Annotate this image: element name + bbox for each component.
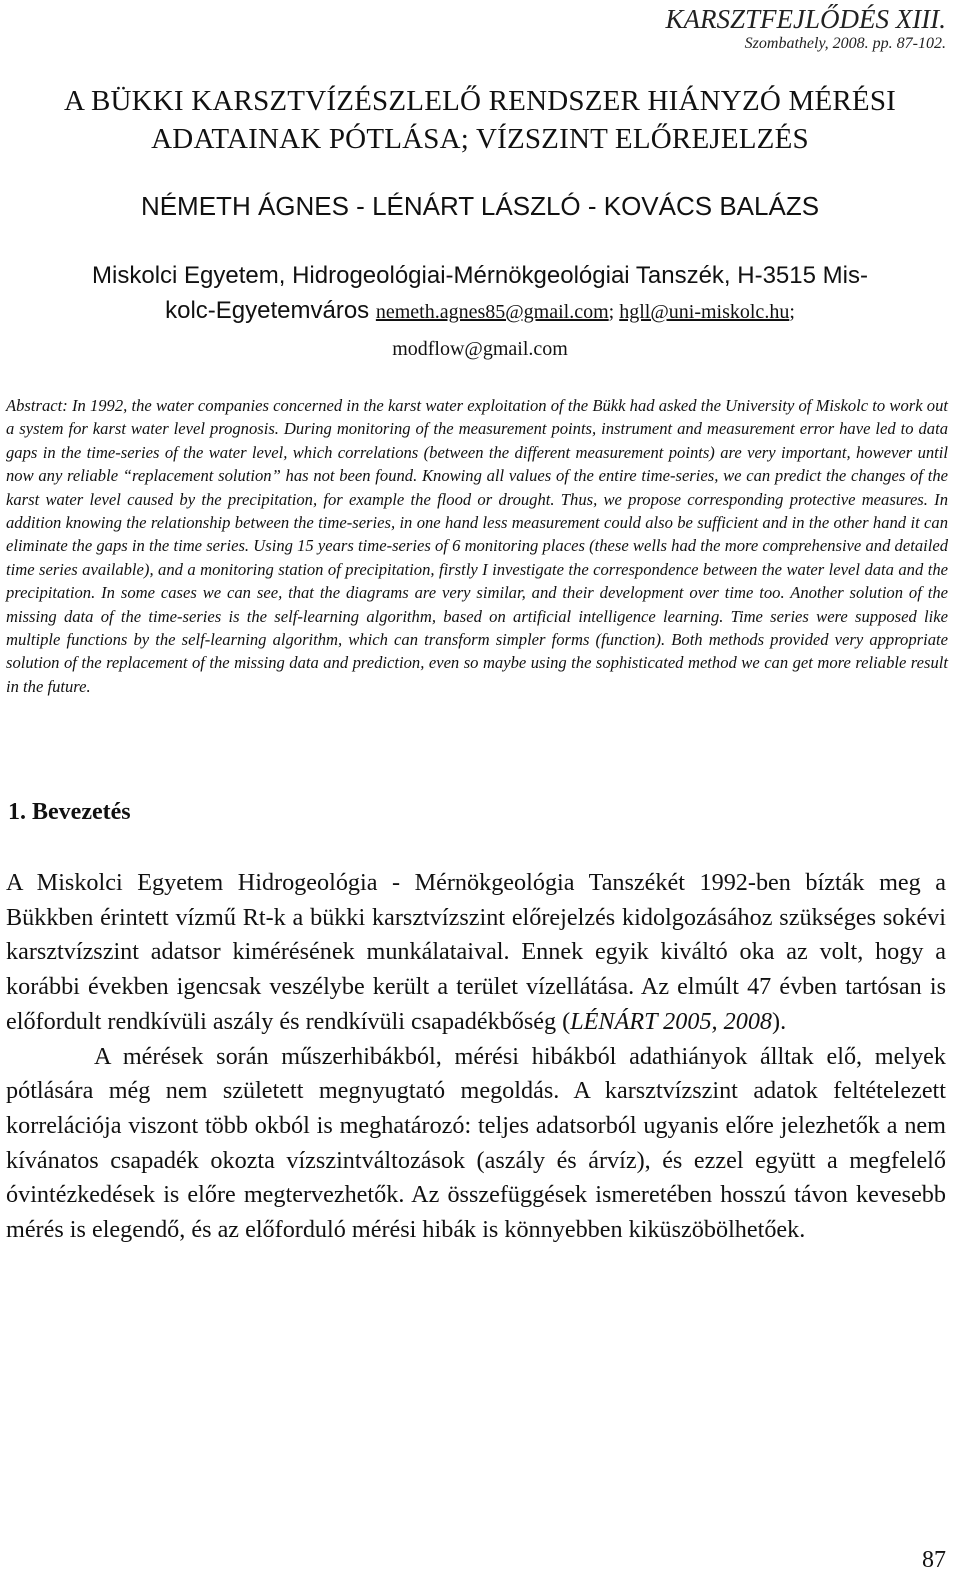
separator: ; xyxy=(789,301,795,323)
title-line: ADATAINAK PÓTLÁSA; VÍZSZINT ELŐREJELZÉS xyxy=(151,123,809,155)
journal-citation: Szombathely, 2008. pp. 87-102. xyxy=(744,35,946,52)
paragraph xyxy=(6,866,946,1040)
affiliation xyxy=(0,258,960,367)
email-link[interactable]: hgll@uni-miskolc.hu xyxy=(619,301,790,323)
citation: LÉNÁRT 2005, 2008 xyxy=(570,1007,773,1035)
paragraph-text: ). xyxy=(772,1007,787,1035)
authors: NÉMETH ÁGNES - LÉNÁRT LÁSZLÓ - KOVÁCS BALÁZS xyxy=(140,191,820,221)
section-heading: 1. Bevezetés xyxy=(8,799,131,825)
affiliation-address: kolc-Egyetemváros xyxy=(165,297,376,324)
separator: ; xyxy=(608,301,620,323)
journal-title: KARSZTFEJLŐDÉS XIII. xyxy=(665,4,946,34)
paragraph: A mérések során műszerhibákból, mérési hibákból adathiányok álltak elő, melyek pótlására még nem született megnyugtató megoldás. A karsztvízszint adatok feltételezett korrelációja viszont több okból is meghatározó: teljes adatsorból ugyanis előre jelezhetők a nem kívánatos csapadék okozta vízszintváltozások (aszály és árvíz), és ezzel együtt a megfelelő óvintézkedések is előre megtervezhetők. Az összefüggések ismeretében hosszú távon kevesebb mérés is elegendő, és az előforduló mérési hibák is könnyebben kiküszöbölhetőek. xyxy=(6,1042,946,1244)
paper-title xyxy=(0,82,960,158)
running-head xyxy=(666,4,946,54)
affiliation-line xyxy=(0,330,960,367)
body-text xyxy=(6,866,946,1248)
email-link[interactable]: nemeth.agnes85@gmail.com xyxy=(375,301,609,323)
page-number: 87 xyxy=(922,1547,946,1573)
affiliation-line xyxy=(0,293,960,330)
email-link[interactable]: modflow@gmail.com xyxy=(392,338,568,360)
abstract: Abstract: In 1992, the water companies concerned in the karst water exploitation of the Bükk had asked the University of Miskolc to work out a system for karst water level prognosis. During monitoring of the measurement points, instrument and measurement error have led to data gaps in the time-series of the water level, which correlations (between the different measurement points) are very important, however until now any reliable “replacement solution” has not been found. Knowing all values of the entire time-series, we can predict the changes of the karst water level caused by the precipitation, for example the flood or drought. Thus, we propose corresponding protective measures. In addition knowing the relationship between the time-series, in one hand less measurement could also be sufficient and in the other hand it can eliminate the gaps in the time series. Using 15 years time-series of 6 monitoring places (these wells had the more comprehensive and detailed time series available), and a monitoring station of precipitation, firstly I investigate the correspondence between the water level data and the precipitation. In some cases we can see, that the diagrams are very similar, and their development over time too. Another solution of the missing data of the time-series is the self-learning algorithm, based on artificial intelligence learning. Time series were supposed like multiple functions by the self-learning algorithm, which can transform simpler forms (function). Both methods provided very appropriate solution of the replacement of the missing data and prediction, even so maybe using the sophisticated method we can get more reliable result in the future. xyxy=(6,396,948,696)
title-line: A BÜKKI KARSZTVÍZÉSZLELŐ RENDSZER HIÁNYZÓ MÉRÉSI xyxy=(63,85,897,117)
paragraph-text: A Miskolci Egyetem Hidrogeológia - Mérnökgeológia Tanszékét 1992-ben bízták meg a Bükkben érintett vízmű Rt-k a bükki karsztvízszint előrejelzés kidolgozásához szükséges sokévi karsztvízszint adatsor kimérésének munkálataival. Ennek egyik kiváltó oka az volt, hogy a korábbi években igencsak veszélybe került a terület vízellátása. Az elmúlt 47 évben tartósan is előfordult rendkívüli aszály és rendkívüli csapadékbőség ( xyxy=(6,869,946,1035)
affiliation-line: Miskolci Egyetem, Hidrogeológiai-Mérnökgeológiai Tanszék, H-3515 Mis- xyxy=(92,262,868,289)
